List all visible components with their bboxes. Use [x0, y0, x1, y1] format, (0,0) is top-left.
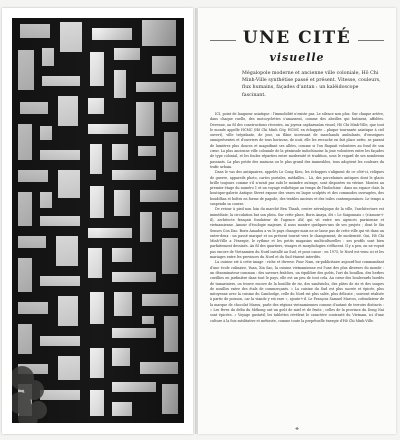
body-paragraph: Dans le vas des antiquaires, appelés Le Cong Kieu, les échoppes s'alignent de ce côté-ci, reliques de guerre, appareils photo, cartes postales, médailles... Là, des porcelaines antiques dont le glacis brille toujours comme s'il n'avait pas subi le moindre outrage, sont disposées en vitrine. Montez au premier étage du numéro 1 et un voyage esthétique au temps de l'Indochine : dans un espace clair, la boutique-galerie Antique Street expose des vases en laque sculptés et des commodes ouvragées, des bouddhas et boîtes en forme de pagode, des textiles anciens et des toiles contemporaines. Le temps a suspendu sa course. [210, 170, 384, 207]
page-title: UNE CITÉ [242, 28, 352, 48]
text-page [198, 8, 396, 434]
body-paragraph: La cuisine est à cette image : riche et diverse. Pour Nam, ex-publicitaire aujourd'hui commandant d'une école culinaire, Yuan, Xin Sao, la cuisine vietnamienne est l'une des plus diverses du monde : un dénominateur commun : des saveurs fraîches, un équilibre des goûts, l'art du bouillon, des herbes cueillies en jardinière dans tout le pays, elle est un peu de tout cela. Au cœur des boulevards bordés de tamariniers, on trouve encore de la bouillie de riz, des sandwichs, des pâtes de riz et des soupes de nouilles entre des étals de commerçants. « La cuisine du Sud est plus sucrée et épicée, plus mitoyenne avec la cuisine du Cambodge, celle du Nord est plus salée, plus délicate ; souvent réalisée à partir de poisson, car la viande y est rare », ajoute-t-il. Le François Samuel Marcos, cofondateur de la marque de chocolat Marou, parle des régions vietnamiennes comme d'autant de terroirs distincts : « Les fèves du delta du Mékong ont un goût de miel et de fruits ; celles de la province du Dong Nai sont épicées. » Voyage gustatif, les tablettes révèlent le caractère contrasté du Vietnam, ici d'une culture à la fois méditative et métissée, comme toute la perpétuelle énergie d'Hô Chi Minh-Ville. [210, 260, 384, 323]
photo-page [2, 8, 193, 434]
lattice-facade-photo-icon [12, 18, 184, 423]
page-subtitle: visuelle [269, 51, 325, 64]
folio-ornament: ✤ [295, 426, 299, 431]
intro-paragraph: Mégalopole moderne et ancienne ville coloniale, Hô Chi Minh-Ville synthétise passé et présent. Vitesse, couleurs, flux humains, façades d'antan : un kaléidoscope fascinant. [242, 71, 381, 98]
title-rule-right [358, 40, 384, 41]
facade-photo [12, 18, 184, 423]
body-paragraph: De retour à pied non loin du marché Ben Thanh, centre névralgique de la ville, l'architecture est immédiate, la circulation bat son plein. Sur cette place, Boris Anaya, dit « Le Saigonnais » (s'amuse-t-il), architecte français fondateur de l'agence AW, qui vit entre ses agences parisienne et vietnamienne. Amour d'écologie majeure, il nous montre quelques-uns de ses projets ; dont le Six Senses Con Dao. Boris Amadou a vu le pays changer mais ne se lasse pas de cette ville qui vit dans un entre-deux : un passé marqué et un présent tourné vers le changement, de modernité. Oui, Hô Chi Minh-Ville a l'énergie, le rythme et les petits magasins multiculturelles : ses profils sont bien parfaitement dessinés. Au fil des quartiers, visages et morphologies s'effacent. Il y a peu, on ne voyait pas encore de Vietnamien du Nord installé au Sud, et pour cause : en 1975, le Nord est venu ici et les mariages entre les provinces du Nord et du Sud étaient interdits. [210, 207, 384, 260]
article-body [210, 112, 384, 422]
body-paragraph: ICI, point de langueur asiatique : l'immobilité n'existe pas. Le silence non plus. Sur chaque artère, dans chaque ruelle, des motocyclettes s'amassent, comme des abeilles qui butinent, affolées. Devenue, au fil des constructions récentes, un joyeux capharnaüm visuel, Hô Chi Minh-Ville, que tout le monde appelle HCMC (Hô Chi Minh City, HCMC en échappée – plaque tournante asiatique à ciel ouvert), ville trépidante, de jour, on flâne incessant de marchands ambulants, d'enseignes omniprésentes et d'ouvriers de tous horizons, de nuit, elle les recrache en fait place nette, se parant de lumières plus douces et magnifiant ses allées, comme si l'on flaquait volontiers au fond de son cœur. La plus ancienne ville coloniale de la péninsule indochinoise la joue volontiers entre les façades de type colonial, et les foules réparties entre modernité et tradition, sous le regard de ses nombreux passants. La plus petite des maisons ou le plus grand des immeubles, tous adoptent les couleurs du trafic urbain. [210, 112, 384, 169]
